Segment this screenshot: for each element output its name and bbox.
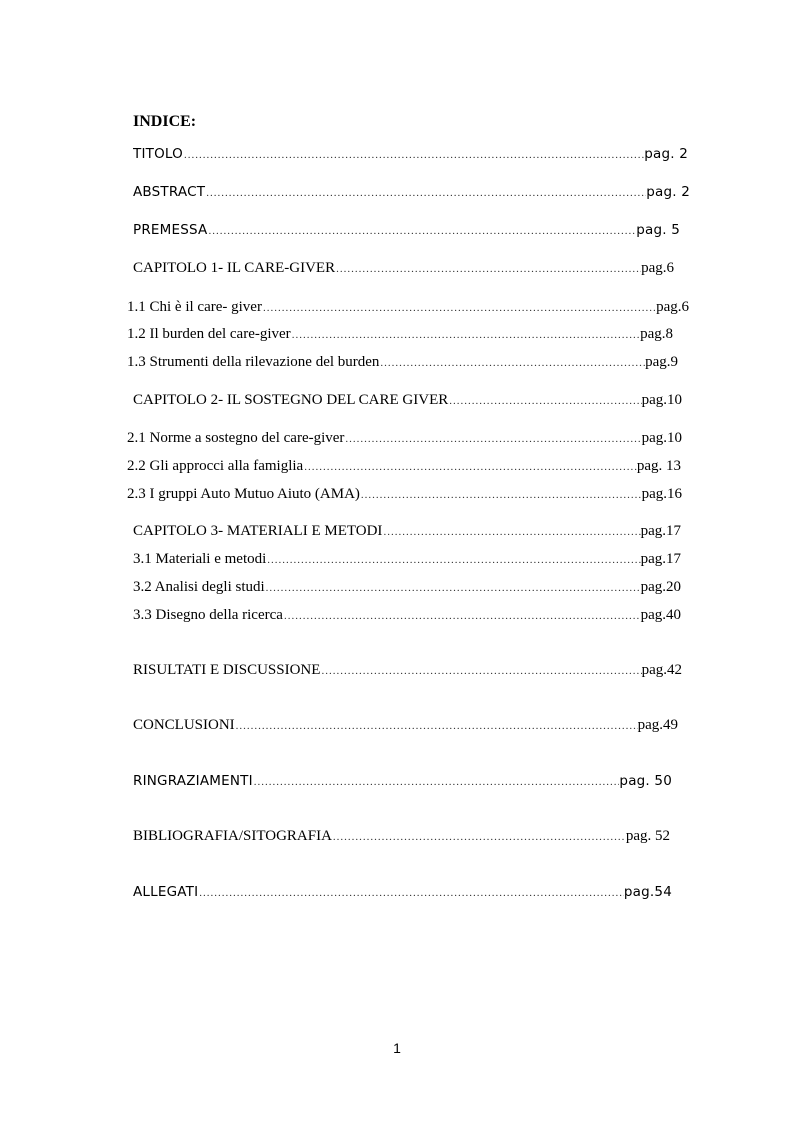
toc-entry-label: CAPITOLO 1- IL CARE-GIVER (133, 260, 336, 276)
toc-leader-dots (198, 883, 624, 903)
toc-leader-dots (253, 772, 620, 792)
toc-entry-label: 1.3 Strumenti della rilevazione del burden (127, 354, 380, 370)
toc-entry-label: 2.2 Gli approcci alla famiglia (127, 458, 304, 474)
toc-leader-dots (265, 578, 641, 598)
toc-entry-page: pag.20 (640, 579, 681, 595)
toc-entry-label: 3.1 Materiali e metodi (133, 551, 267, 567)
toc-entry-label: 3.2 Analisi degli studi (133, 579, 265, 595)
toc-entry-label: TITOLO (133, 146, 183, 162)
toc-entry-page: pag.10 (641, 392, 682, 408)
toc-entry-page: pag.49 (637, 717, 678, 733)
toc-entry-conclusioni (133, 715, 678, 736)
toc-entry-page: pag.54 (623, 884, 672, 900)
page-number: 1 (393, 1040, 401, 1056)
toc-leader-dots (183, 145, 644, 165)
toc-entry-allegati (133, 882, 672, 903)
toc-leader-dots (382, 522, 640, 542)
toc-entry-3-3 (133, 605, 681, 626)
toc-entry-page: pag.9 (645, 354, 678, 370)
toc-entry-risultati (133, 660, 682, 681)
toc-leader-dots (283, 606, 641, 626)
toc-entry-page: pag. 13 (636, 458, 681, 474)
index-heading: INDICE: (133, 113, 197, 130)
toc-entry-page: pag. 50 (619, 773, 672, 789)
toc-entry-page: pag.17 (640, 551, 681, 567)
toc-entry-capitolo-2 (133, 390, 682, 411)
toc-entry-page: pag. 5 (636, 222, 680, 238)
toc-entry-premessa (133, 220, 680, 241)
toc-entry-page: pag.42 (641, 662, 682, 678)
toc-leader-dots (448, 391, 641, 411)
toc-entry-capitolo-1 (133, 258, 674, 279)
toc-leader-dots (344, 429, 641, 449)
toc-entry-ringraziamenti (133, 771, 672, 792)
toc-entry-1-3 (127, 352, 678, 373)
toc-entry-page: pag.17 (640, 523, 681, 539)
toc-leader-dots (335, 259, 641, 279)
toc-entry-2-3 (127, 484, 682, 505)
toc-entry-page: pag. 2 (646, 184, 690, 200)
toc-entry-page: pag.40 (640, 607, 681, 623)
toc-entry-page: pag.10 (641, 430, 682, 446)
toc-leader-dots (379, 353, 645, 373)
toc-entry-label: CAPITOLO 2- IL SOSTEGNO DEL CARE GIVER (133, 392, 449, 408)
toc-entry-label: RISULTATI E DISCUSSIONE (133, 662, 321, 678)
toc-entry-label: CONCLUSIONI (133, 717, 235, 733)
toc-entry-label: 2.1 Norme a sostegno del care-giver (127, 430, 345, 446)
toc-entry-label: ALLEGATI (133, 884, 199, 900)
toc-entry-abstract (133, 182, 690, 203)
toc-leader-dots (235, 716, 638, 736)
toc-entry-label: 1.1 Chi è il care- giver (127, 299, 262, 315)
toc-entry-2-2 (127, 456, 681, 477)
toc-entry-page: pag.8 (640, 326, 673, 342)
toc-entry-1-2 (127, 324, 673, 345)
toc-leader-dots (360, 485, 642, 505)
toc-entry-page: pag.6 (641, 260, 674, 276)
toc-entry-page: pag.6 (656, 299, 689, 315)
toc-leader-dots (320, 661, 641, 681)
toc-leader-dots (332, 827, 626, 847)
toc-leader-dots (266, 550, 640, 570)
toc-leader-dots (205, 183, 646, 203)
toc-entry-label: CAPITOLO 3- MATERIALI E METODI (133, 523, 383, 539)
toc-leader-dots (303, 457, 637, 477)
toc-entry-label: ABSTRACT (133, 184, 206, 200)
toc-entry-page: pag. 2 (644, 146, 688, 162)
toc-leader-dots (291, 325, 640, 345)
toc-entry-label: 1.2 Il burden del care-giver (127, 326, 291, 342)
toc-entry-label: RINGRAZIAMENTI (133, 773, 253, 789)
toc-entry-page: pag.16 (641, 486, 682, 502)
toc-entry-label: BIBLIOGRAFIA/SITOGRAFIA (133, 828, 332, 844)
toc-entry-label: PREMESSA (133, 222, 208, 238)
toc-entry-capitolo-3 (133, 521, 681, 542)
toc-entry-bibliografia (133, 826, 670, 847)
toc-entry-label: 2.3 I gruppi Auto Mutuo Aiuto (AMA) (127, 486, 360, 502)
toc-entry-titolo (133, 144, 688, 165)
toc-leader-dots (262, 298, 656, 318)
toc-entry-3-2 (133, 577, 681, 598)
toc-entry-2-1 (127, 428, 682, 449)
toc-entry-1-1 (127, 297, 689, 318)
toc-leader-dots (207, 221, 636, 241)
toc-entry-3-1 (133, 549, 681, 570)
toc-entry-page: pag. 52 (625, 828, 670, 844)
toc-entry-label: 3.3 Disegno della ricerca (133, 607, 283, 623)
